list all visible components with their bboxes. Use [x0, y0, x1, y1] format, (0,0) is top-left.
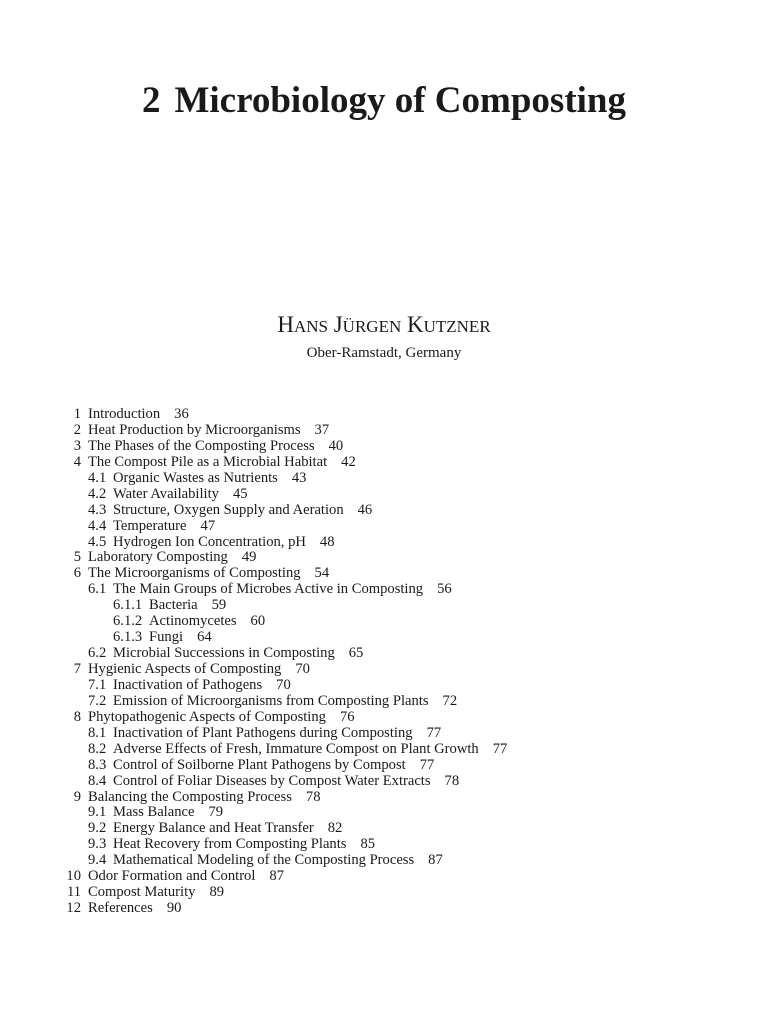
- toc-entry-title: [88, 423, 329, 439]
- toc-entry-title: [88, 550, 256, 566]
- toc-entry: [0, 837, 768, 853]
- toc-entry-number: 6.1: [88, 581, 107, 598]
- toc-entry: [0, 598, 768, 614]
- toc-entry-page: 49: [241, 549, 257, 566]
- toc-entry: [0, 853, 768, 869]
- toc-entry-title: [113, 487, 248, 503]
- toc-entry: [0, 821, 768, 837]
- toc-entry-number: 3: [73, 437, 81, 454]
- toc-entry-title: [149, 630, 212, 646]
- toc-entry-number: 9.2: [88, 820, 107, 837]
- toc-entry-title-text: Introduction: [88, 406, 161, 422]
- toc-entry-title: [113, 535, 335, 551]
- toc-entry: [0, 758, 768, 774]
- toc-entry-number: 6.2: [88, 645, 107, 662]
- toc-entry-title-text: Laboratory Composting: [88, 549, 228, 566]
- author-name-word: [407, 312, 491, 337]
- toc-entry-page: 48: [319, 533, 335, 550]
- toc-entry-title: [113, 837, 375, 853]
- toc-entry: [0, 487, 768, 503]
- toc-entry-number: 9.1: [88, 804, 107, 821]
- toc-entry-title-text: Mass Balance: [113, 804, 195, 821]
- toc-entry-page: 47: [200, 517, 216, 534]
- toc-entry-page: 64: [197, 629, 212, 646]
- toc-entry-page: 46: [357, 501, 373, 518]
- toc-entry-title: [113, 853, 443, 869]
- toc-entry-title: [113, 821, 342, 837]
- toc-entry-number: 8.2: [88, 740, 107, 757]
- toc-entry-title: [88, 455, 356, 471]
- toc-entry-title-text: Water Availability: [113, 485, 219, 502]
- toc-entry-title-text: References: [88, 900, 153, 917]
- toc-entry: [0, 471, 768, 487]
- toc-entry-title: [88, 439, 343, 455]
- toc-entry-title: [113, 471, 306, 487]
- toc-entry-title: [149, 598, 226, 614]
- toc-entry-page: 77: [419, 756, 435, 773]
- toc-entry-title-text: Control of Foliar Diseases by Compost Water Extracts: [113, 772, 431, 789]
- author-name: [0, 310, 768, 342]
- toc-entry: [0, 742, 768, 758]
- toc-entry-title-text: Hygienic Aspects of Composting: [88, 661, 282, 677]
- toc-entry: [0, 423, 768, 439]
- toc-entry: [0, 519, 768, 535]
- toc-entry-title: [88, 885, 224, 901]
- toc-entry-title: [113, 503, 372, 519]
- toc-entry-number: 6: [73, 565, 81, 582]
- toc-entry-title-text: Adverse Effects of Fresh, Immature Compost on Plant Growth: [113, 740, 479, 757]
- toc-entry-page: 37: [314, 421, 330, 438]
- toc-entry-page: 82: [327, 820, 343, 837]
- toc-entry: [0, 407, 768, 423]
- toc-entry-page: 87: [269, 868, 285, 885]
- toc-entry-title: [149, 614, 265, 630]
- toc-entry-number: 5: [73, 549, 81, 566]
- author-name-rest: ANS: [293, 317, 328, 336]
- toc-entry-title: [113, 774, 459, 790]
- toc-entry-page: 89: [209, 884, 225, 901]
- toc-entry-title-text: Bacteria: [149, 597, 198, 614]
- toc-entry-title: [113, 678, 291, 694]
- toc-entry-title-text: The Phases of the Composting Process: [88, 437, 315, 454]
- toc-entry-page: 56: [437, 581, 452, 598]
- toc-entry: [0, 455, 768, 471]
- toc-entry: [0, 774, 768, 790]
- author-name-initial: K: [406, 312, 424, 337]
- toc-entry-number: 10: [66, 868, 81, 885]
- toc-entry-page: 40: [328, 437, 344, 454]
- toc-entry: [0, 790, 768, 806]
- toc-entry-title: [113, 582, 452, 598]
- toc-entry-page: 65: [348, 645, 364, 662]
- toc-entry-title-text: Organic Wastes as Nutrients: [113, 469, 278, 486]
- toc-entry-page: 79: [208, 804, 224, 821]
- toc-entry-number: 12: [66, 900, 81, 917]
- toc-entry-number: 4.4: [88, 517, 107, 534]
- toc-entry-page: 76: [339, 708, 355, 725]
- toc-entry-title-text: Odor Formation and Control: [88, 868, 256, 885]
- toc-entry: [0, 646, 768, 662]
- toc-entry-number: 8.1: [88, 724, 107, 741]
- toc-entry-number: 6.1.1: [113, 597, 143, 614]
- toc-entry: [0, 503, 768, 519]
- toc-entry-title: [88, 662, 310, 678]
- toc-entry-page: 85: [360, 836, 376, 853]
- toc-entry-number: 7.2: [88, 692, 107, 709]
- toc-entry-page: 77: [492, 740, 508, 757]
- toc-entry-title-text: Control of Soilborne Plant Pathogens by Compost: [113, 756, 406, 773]
- toc-entry-number: 1: [73, 406, 81, 422]
- toc-entry-title-text: The Compost Pile as a Microbial Habitat: [88, 453, 328, 470]
- toc-entry-page: 70: [295, 661, 310, 677]
- toc-entry-title-text: Energy Balance and Heat Transfer: [113, 820, 314, 837]
- toc-entry-title-text: The Microorganisms of Composting: [88, 565, 301, 582]
- toc-entry: [0, 582, 768, 598]
- toc-entry-page: 78: [444, 772, 460, 789]
- toc-entry-title: [88, 869, 284, 885]
- toc-entry-number: 9.4: [88, 852, 107, 869]
- toc-entry-number: 8: [73, 708, 81, 725]
- toc-entry: [0, 869, 768, 885]
- toc-entry-page: 42: [341, 453, 356, 470]
- toc-entry-title-text: Mathematical Modeling of the Composting Process: [113, 852, 415, 869]
- toc-entry-title-text: Microbial Successions in Composting: [113, 645, 335, 662]
- toc-entry-title: [113, 758, 434, 774]
- toc-entry-number: 4.1: [88, 469, 107, 486]
- toc-entry-number: 7.1: [88, 676, 107, 693]
- toc-entry-page: 54: [314, 565, 330, 582]
- toc-entry-title: [88, 407, 189, 423]
- toc-entry-number: 8.3: [88, 756, 107, 773]
- toc-entry: [0, 885, 768, 901]
- author-name-initial: J: [333, 312, 343, 337]
- toc-entry: [0, 694, 768, 710]
- toc-entry-number: 6.1.2: [113, 613, 143, 630]
- toc-entry-number: 4.5: [88, 533, 107, 550]
- toc-entry: [0, 439, 768, 455]
- toc-entry-title-text: Heat Production by Microorganisms: [88, 421, 301, 438]
- toc-entry-number: 9: [73, 788, 81, 805]
- toc-entry: [0, 678, 768, 694]
- toc-entry: [0, 901, 768, 917]
- toc-entry: [0, 805, 768, 821]
- toc-entry: [0, 630, 768, 646]
- chapter-title-text: Microbiology of Composting: [174, 80, 627, 121]
- toc-entry-title-text: Balancing the Composting Process: [88, 788, 292, 805]
- toc-entry-title-text: The Main Groups of Microbes Active in Composting: [113, 581, 424, 598]
- toc-entry-page: 90: [166, 900, 182, 917]
- toc-entry-page: 60: [250, 613, 266, 630]
- toc-entry-title: [113, 646, 363, 662]
- toc-entry-title-text: Inactivation of Plant Pathogens during Composting: [113, 724, 413, 741]
- table-of-contents: [0, 407, 768, 917]
- chapter-number: 2: [141, 80, 161, 121]
- toc-entry: [0, 710, 768, 726]
- toc-entry-page: 87: [428, 852, 443, 869]
- toc-entry-page: 78: [305, 788, 321, 805]
- toc-entry-page: 45: [232, 485, 248, 502]
- toc-entry-number: 2: [73, 421, 81, 438]
- toc-entry: [0, 614, 768, 630]
- toc-entry-title-text: Compost Maturity: [88, 884, 196, 901]
- toc-entry-title-text: Hydrogen Ion Concentration, pH: [113, 533, 306, 550]
- toc-entry-title: [113, 519, 215, 535]
- author-name-initial: H: [277, 312, 294, 337]
- toc-entry: [0, 662, 768, 678]
- toc-entry-title-text: Fungi: [149, 629, 184, 646]
- author-name-rest: ÜRGEN: [342, 317, 402, 336]
- toc-entry-title-text: Emission of Microorganisms from Composting Plants: [113, 692, 429, 709]
- toc-entry-title-text: Structure, Oxygen Supply and Aeration: [113, 501, 344, 518]
- toc-entry-title: [113, 726, 441, 742]
- toc-entry-number: 11: [66, 884, 81, 901]
- author-affiliation: Ober-Ramstadt, Germany: [306, 345, 462, 361]
- toc-entry-page: 77: [426, 724, 442, 741]
- toc-entry-page: 36: [174, 406, 189, 422]
- toc-entry-title: [88, 710, 355, 726]
- toc-entry-title: [88, 901, 181, 917]
- toc-entry: [0, 566, 768, 582]
- toc-entry-title: [88, 790, 320, 806]
- toc-entry-page: 70: [276, 676, 291, 693]
- toc-entry: [0, 726, 768, 742]
- toc-entry-page: 59: [211, 597, 227, 614]
- toc-entry-page: 72: [442, 692, 458, 709]
- toc-entry-title: [113, 694, 457, 710]
- toc-entry-title: [113, 742, 507, 758]
- toc-entry-number: 4.3: [88, 501, 107, 518]
- toc-entry: [0, 535, 768, 551]
- toc-entry-number: 8.4: [88, 772, 107, 789]
- toc-entry-title-text: Heat Recovery from Composting Plants: [113, 836, 347, 853]
- author-name-word: [277, 312, 328, 337]
- toc-entry-title-text: Actinomycetes: [149, 613, 237, 630]
- toc-entry-number: 6.1.3: [113, 629, 143, 646]
- author-name-rest: UTZNER: [423, 317, 491, 336]
- toc-entry-page: 43: [291, 469, 307, 486]
- toc-entry-title-text: Inactivation of Pathogens: [113, 676, 263, 693]
- toc-entry-title-text: Temperature: [113, 517, 187, 534]
- toc-entry-title: [88, 566, 329, 582]
- toc-entry: [0, 550, 768, 566]
- chapter-title: [0, 78, 768, 124]
- toc-entry-number: 4.2: [88, 485, 107, 502]
- toc-entry-number: 7: [73, 661, 81, 677]
- toc-entry-number: 4: [73, 453, 81, 470]
- author-name-word: [334, 312, 402, 337]
- toc-entry-title: [113, 805, 223, 821]
- toc-entry-title-text: Phytopathogenic Aspects of Composting: [88, 708, 326, 725]
- toc-entry-number: 9.3: [88, 836, 107, 853]
